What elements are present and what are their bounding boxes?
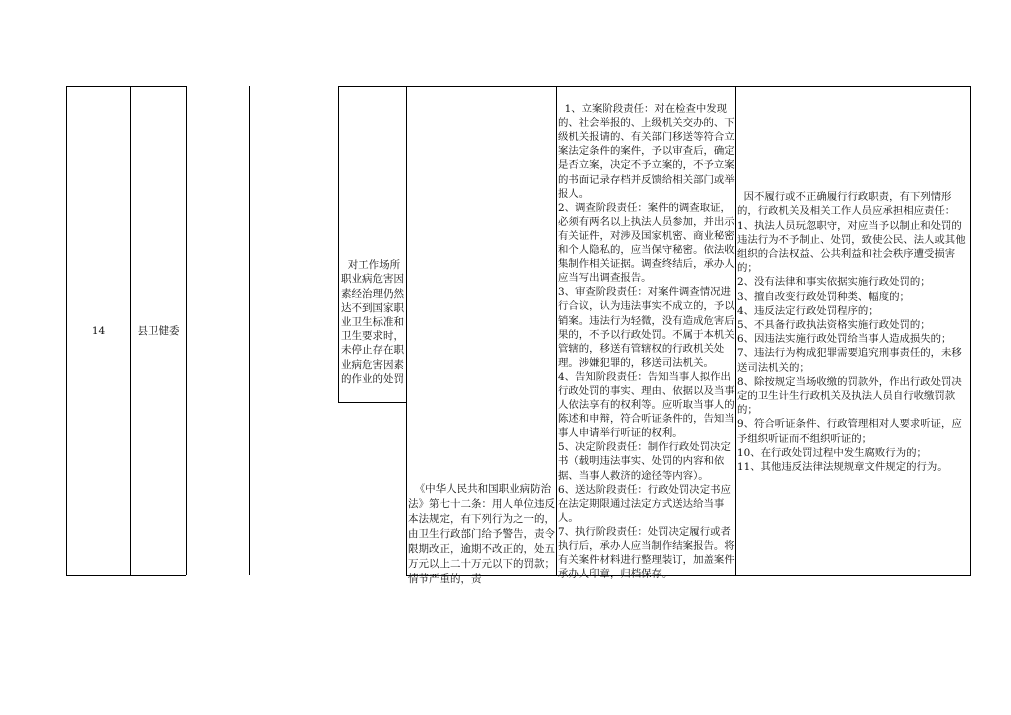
col-border-8 <box>735 86 736 575</box>
table-top-border-right <box>338 86 971 87</box>
col-border-9 <box>970 86 971 575</box>
col-border-6 <box>406 86 407 575</box>
col-border-5 <box>338 86 339 402</box>
row-number-text: 14 <box>91 325 106 337</box>
responsibility-cell <box>558 88 735 581</box>
accountability-text: 因不履行或不正确履行行政职责，有下列情形的，行政机关及相关工作人员应承担相应责任： 1、执法人员玩忽职守，对应当予以制止和处罚的违法行为不予制止、处罚，致使公民、法人或其他组织的合法权益、公共利益和社会秩序遭受损害的； 2、没有法律和事实依据实施行政处罚的； 3、擅自改变行政处罚种类、幅度的； 4、违反法定行政处罚程序的； 5、不具备行政执法资格实施行政处罚的； 6、因违法实施行政处罚给当事人造成损失的； 7、违法行为构成犯罪需要追究刑事责任的，未移送司法机关的； 8、除按规定当场收缴的罚款外，作出行政处罚决定的卫生计生行政机关及执法人员自行收缴罚款的； 9、符合听证条件、行政管理相对人要求听证，应予组织听证而不组织听证的； 10、在行政处罚过程中发生腐败行为的； 11、其他违反法律法规规章文件规定的行为。 <box>737 191 966 474</box>
responsibility-text: 1、立案阶段责任：对在检查中发现的、社会举报的、上级机关交办的、下级机关报请的、有关部门移送等符合立案法定条件的案件，予以审查后，确定是否立案，决定不予立案的，不予立案的书面记录存档并反馈给相关部门或举报人。 2、调查阶段责任：案件的调查取证，必须有两名以上执法人员参加，并出示有关证件，对涉及国家机密、商业秘密和个人隐私的，应当保守秘密。依法收集制作相关证据。调查终结后，承办人应当写出调查报告。 3、审查阶段责任：对案件调查情况进行合议，认为违法事实不成立的，予以销案。违法行为轻微，没有造成危害后果的，不予以行政处罚。不属于本机关管辖的，移送有管辖权的行政机关处理。涉嫌犯罪的，移送司法机关。 4、告知阶段责任：告知当事人拟作出行政处罚的事实、理由、依据以及当事人依法享有的权利等。应听取当事人的陈述和申辩，符合听证条件的，告知当事人申请举行听证的权利。 5、决定阶段责任：制作行政处罚决定书（载明违法事实、处罚的内容和依据、当事人救济的途径等内容）。 6、送达阶段责任：行政处罚决定书应在法定期限通过法定方式送达给当事人。 7、执行阶段责任：处罚决定履行或者执行后，承办人应当制作结案报告。将有关案件材料进行整理装订，加盖案件承办人印章，归档保存。 <box>558 103 735 581</box>
col-border-4 <box>249 86 250 575</box>
col-border-3 <box>186 86 187 575</box>
department-text: 县卫健委 <box>137 325 180 337</box>
accountability-cell <box>737 176 969 506</box>
table-bottom-border-right <box>406 575 971 576</box>
table-bottom-border <box>66 575 186 576</box>
row-number <box>67 87 130 575</box>
item-cell-bottom-border <box>338 402 406 403</box>
legal-basis-text: 《中华人民共和国职业病防治法》第七十二条：用人单位违反本法规定，有下列行为之一的，由卫生行政部门给予警告，责令限期改正，逾期不改正的，处五万元以上二十万元以下的罚款；情节严重的，责 <box>408 483 555 585</box>
col-border-7 <box>556 86 557 575</box>
legal-basis-cell <box>408 467 555 585</box>
item-text: 对工作场所职业病危害因素经治理仍然达不到国家职业卫生标准和卫生要求时，未停止存在职业病危害因素的作业的处罚 <box>341 259 404 385</box>
department-cell <box>131 87 186 575</box>
item-cell <box>341 244 404 400</box>
